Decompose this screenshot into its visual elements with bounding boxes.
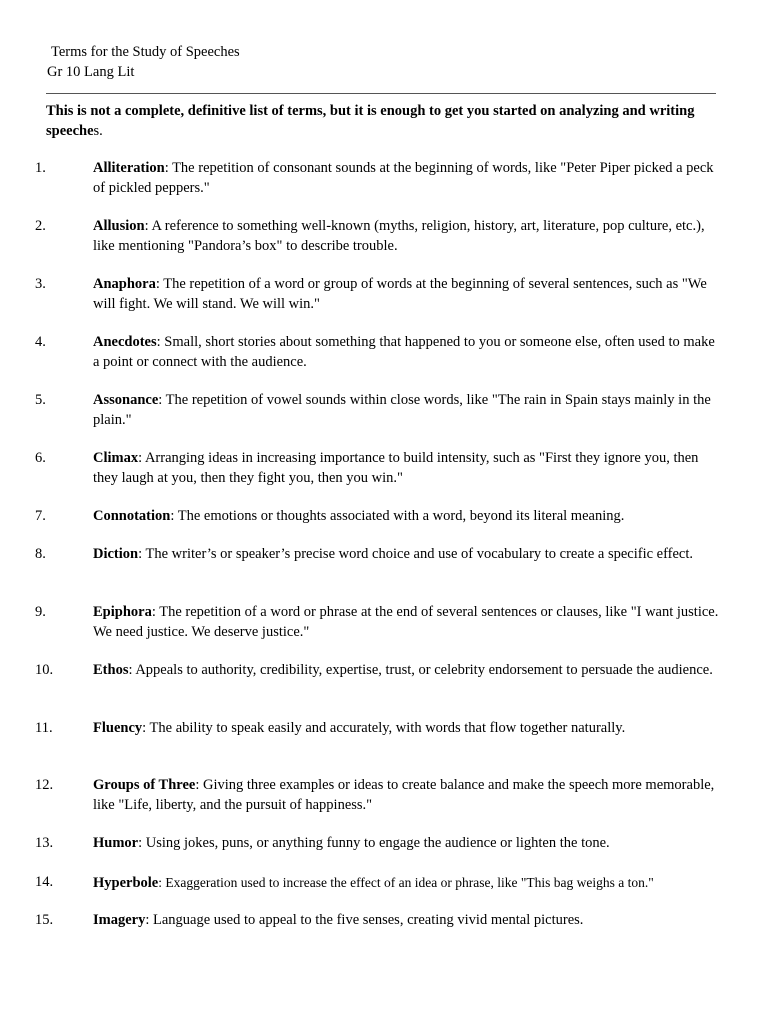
term-definition: : The emotions or thoughts associated with a word, beyond its literal meaning. [170,508,625,524]
term-name: Groups of Three [93,777,196,793]
term-name: Imagery [93,912,146,928]
term-number: 5. [35,392,46,408]
term-number: 13. [35,835,54,851]
intro-tail-text: s. [93,123,103,139]
term-name: Allusion [93,218,145,234]
term-name: Alliteration [93,160,165,176]
term-number: 9. [35,604,46,620]
document-title: Terms for the Study of Speeches [51,44,240,60]
term-definition: : The repetition of a word or phrase at the end of several sentences or clauses, like "I want justice. We need justice. We deserve justice." [93,604,719,640]
term-number: 10. [35,662,54,678]
term-definition: : The ability to speak easily and accurately, with words that flow together naturally. [142,720,626,736]
term-definition: : Exaggeration used to increase the effect of an idea or phrase, like "This bag weighs a ton." [158,875,654,890]
term-name: Hyperbole [93,875,159,891]
term-definition: : The writer’s or speaker’s precise word choice and use of vocabulary to create a specific effect. [138,546,694,562]
term-name: Fluency [93,720,143,736]
term-definition: : Small, short stories about something that happened to you or someone else, often used to make a point or connect with the audience. [93,334,715,370]
term-name: Anecdotes [93,334,157,350]
term-definition: : Using jokes, puns, or anything funny to engage the audience or lighten the tone. [138,835,610,851]
term-number: 14. [35,874,54,890]
term-definition: : Arranging ideas in increasing importance to build intensity, such as "First they ignore you, then they laugh at you, then they fight you, then you win." [93,450,699,486]
term-name: Ethos [93,662,129,678]
term-number: 6. [35,450,46,466]
term-name: Connotation [93,508,171,524]
term-name: Assonance [93,392,159,408]
term-definition: : Appeals to authority, credibility, expertise, trust, or celebrity endorsement to persuade the audience. [128,662,713,678]
term-number: 4. [35,334,46,350]
term-number: 1. [35,160,46,176]
term-name: Anaphora [93,276,156,292]
intro-bold-text: This is not a complete, definitive list of terms, but it is enough to get you started on analyzing and writing speeche [46,103,695,139]
term-name: Humor [93,835,139,851]
term-definition: : Giving three examples or ideas to create balance and make the speech more memorable, like "Life, liberty, and the pursuit of happiness." [93,777,715,813]
term-definition: : The repetition of vowel sounds within close words, like "The rain in Spain stays mainly in the plain." [93,392,711,428]
term-number: 3. [35,276,46,292]
term-name: Epiphora [93,604,152,620]
intro-paragraph [46,101,726,141]
term-number: 7. [35,508,46,524]
term-name: Climax [93,450,139,466]
term-name: Diction [93,546,139,562]
term-definition: : Language used to appeal to the five senses, creating vivid mental pictures. [145,912,584,928]
term-definition: : The repetition of a word or group of words at the beginning of several sentences, such as "We will fight. We will stand. We will win." [93,276,707,312]
term-number: 12. [35,777,54,793]
term-number: 2. [35,218,46,234]
term-number: 15. [35,912,54,928]
term-definition: : A reference to something well-known (myths, religion, history, art, literature, pop culture, etc.), like mentioning "Pandora’s box" to describe trouble. [93,218,705,254]
term-definition: : The repetition of consonant sounds at the beginning of words, like "Peter Piper picked a peck of pickled peppers." [93,160,714,196]
term-number: 11. [35,720,53,736]
header-divider [46,93,716,94]
term-number: 8. [35,546,46,562]
course-label: Gr 10 Lang Lit [47,64,135,80]
